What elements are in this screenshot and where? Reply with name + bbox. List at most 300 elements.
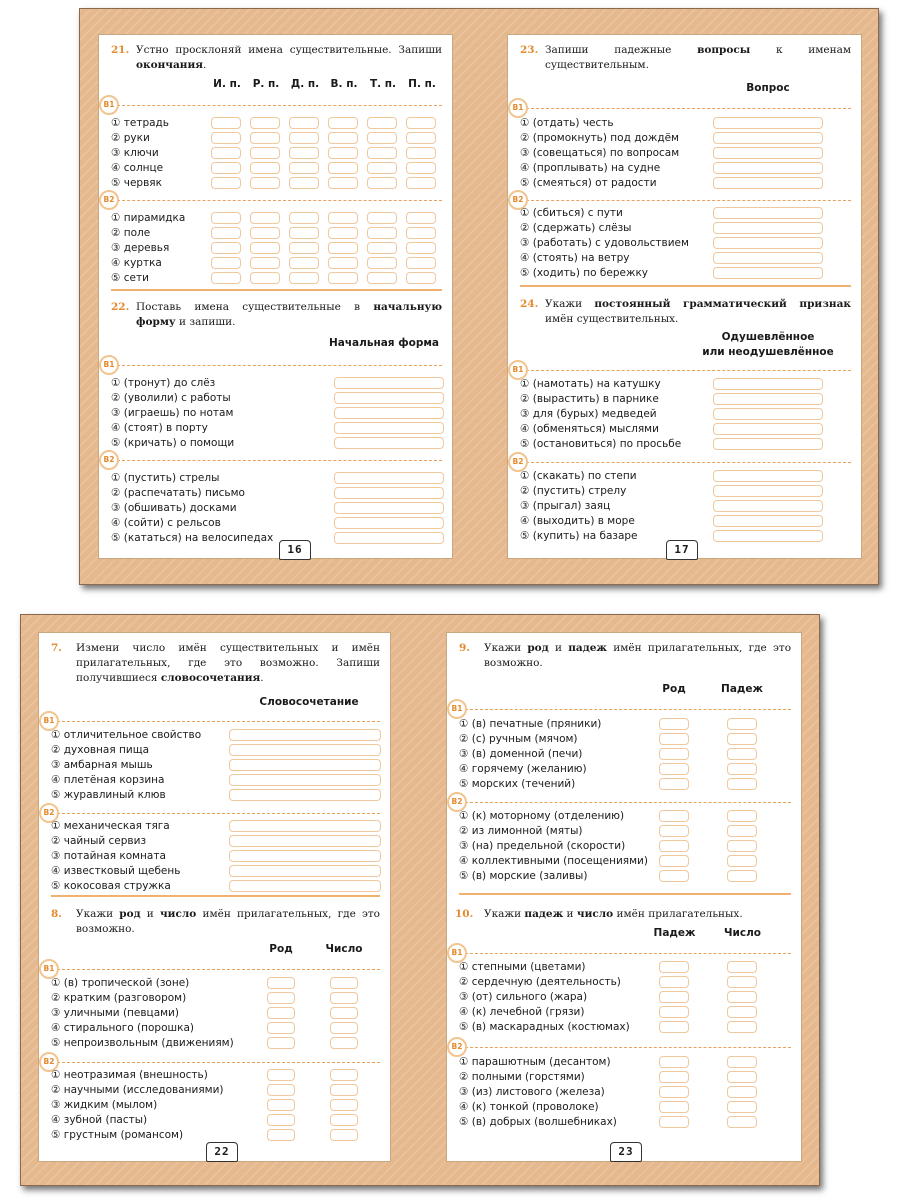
task-number: 8.	[51, 908, 62, 920]
level-b1-badge: В1	[447, 943, 467, 963]
answer-box[interactable]	[211, 147, 241, 159]
page-number-23: 23	[610, 1142, 642, 1162]
answer-box[interactable]	[250, 132, 280, 144]
header-number: Число	[325, 943, 363, 955]
answer-box[interactable]	[727, 763, 757, 775]
task-22: 22. Поставь имена существительные в начальную форму и запиши. Начальная форма В1 ① (тронут) до слёз ② (уволили) с работы ③ (играешь) по нотам ④ (стоят) в порту ⑤ (кричать) о помощи В2 ① (пустить) стрелы ② (распечатать) письмо ③ (обшивать) досками ④ (сойти) с рельсов ⑤ (кататься) на велосипедах	[99, 300, 452, 330]
answer-box[interactable]	[659, 810, 689, 822]
header-initial-form: Начальная форма	[328, 337, 440, 349]
answer-box[interactable]	[211, 272, 241, 284]
answer-box[interactable]	[334, 487, 444, 499]
page-number-22: 22	[206, 1142, 238, 1162]
answer-box[interactable]	[367, 132, 397, 144]
header-question: Вопрос	[746, 82, 790, 94]
answer-box[interactable]	[406, 227, 436, 239]
answer-box[interactable]	[659, 1101, 689, 1113]
task-number: 23.	[520, 44, 539, 56]
answer-box[interactable]	[334, 517, 444, 529]
level-b1-badge: В1	[99, 95, 119, 115]
answer-box[interactable]	[211, 132, 241, 144]
answer-box[interactable]	[250, 162, 280, 174]
answer-box[interactable]	[289, 227, 319, 239]
task9-b2-row: ④ коллективными (посещениями)	[447, 854, 801, 869]
level-b2-badge: В2	[447, 792, 467, 812]
answer-box[interactable]	[211, 257, 241, 269]
answer-box[interactable]	[267, 1084, 295, 1096]
answer-box[interactable]	[328, 242, 358, 254]
task24-b1-row: ④ (обменяться) мыслями	[508, 422, 861, 437]
answer-box[interactable]	[328, 212, 358, 224]
answer-box[interactable]	[328, 227, 358, 239]
answer-box[interactable]	[406, 132, 436, 144]
task21-b2-row: ② поле	[99, 226, 452, 241]
task10-b2-row: ⑤ (в) добрых (волшебниках)	[447, 1115, 801, 1130]
answer-box[interactable]	[727, 1071, 757, 1083]
header-number: Число	[724, 927, 761, 939]
level-b1-badge: В1	[39, 959, 59, 979]
task23-b1-row: ④ (проплывать) на судне	[508, 161, 861, 176]
answer-box[interactable]	[334, 392, 444, 404]
answer-box[interactable]	[713, 438, 823, 450]
answer-box[interactable]	[330, 1007, 358, 1019]
header-case: Падеж	[653, 927, 696, 939]
answer-box[interactable]	[406, 242, 436, 254]
task10-b1-row: ④ (к) лечебной (грязи)	[447, 1005, 801, 1020]
task10-b2-row: ② полными (горстями)	[447, 1070, 801, 1085]
answer-box[interactable]	[330, 1129, 358, 1141]
task7-b2-row: ④ известковый щебень	[39, 864, 390, 879]
task9-b2-row: ② из лимонной (мяты)	[447, 824, 801, 839]
task-9: 9. Укажи род и падеж имён прилагательных, где это возможно. Род Падеж В1 ① (в) печатные (пряники) ② (с) ручным (мячом) ③ (в) доменной (печи) ④ горячему (желанию) ⑤ морских (течений) В2 ① (к) моторному (отделению) ② из лимонной (мяты) ③ (на) предельной (скорости) ④ коллективными (посещениями) ⑤ (в) морские (заливы)	[447, 641, 801, 671]
task-number: 22.	[111, 301, 130, 313]
answer-box[interactable]	[659, 1006, 689, 1018]
task21-b2-row: ③ деревья	[99, 241, 452, 256]
header-gender: Род	[662, 683, 686, 695]
answer-box[interactable]	[727, 870, 757, 882]
task-number: 21.	[111, 44, 130, 56]
task24-b2-row: ① (скакать) по степи	[508, 469, 861, 484]
level-b2-badge: В2	[99, 190, 119, 210]
answer-box[interactable]	[713, 222, 823, 234]
level-b1-badge: В1	[99, 355, 119, 375]
answer-box[interactable]	[289, 147, 319, 159]
answer-box[interactable]	[267, 1129, 295, 1141]
task8-b1-row: ② кратким (разговором)	[39, 991, 390, 1006]
answer-box[interactable]	[659, 991, 689, 1003]
task22-b1-row: ⑤ (кричать) о помощи	[99, 436, 452, 451]
task22-b1-row: ① (тронут) до слёз	[99, 376, 452, 391]
task23-b2-row: ⑤ (ходить) по бережку	[508, 266, 861, 281]
task8-b2-row: ④ зубной (пасты)	[39, 1113, 390, 1128]
answer-box[interactable]	[406, 272, 436, 284]
task7-b2-row: ② чайный сервиз	[39, 834, 390, 849]
answer-box[interactable]	[659, 763, 689, 775]
task8-b2-row: ③ жидким (мылом)	[39, 1098, 390, 1113]
answer-box[interactable]	[727, 718, 757, 730]
task7-b2-row: ③ потайная комната	[39, 849, 390, 864]
answer-box[interactable]	[211, 242, 241, 254]
answer-box[interactable]	[713, 162, 823, 174]
page-16	[98, 34, 453, 559]
answer-box[interactable]	[713, 515, 823, 527]
task9-b2-row: ③ (на) предельной (скорости)	[447, 839, 801, 854]
task23-b2-row: ② (сдержать) слёзы	[508, 221, 861, 236]
task21-b1-row: ② руки	[99, 131, 452, 146]
answer-box[interactable]	[727, 1086, 757, 1098]
level-b2-badge: В2	[39, 803, 59, 823]
answer-box[interactable]	[727, 855, 757, 867]
answer-box[interactable]	[727, 961, 757, 973]
header-gen: Р. п.	[252, 78, 280, 90]
answer-box[interactable]	[367, 272, 397, 284]
header-nom: И. п.	[213, 78, 241, 90]
task21-b1-row: ⑤ червяк	[99, 176, 452, 191]
answer-box[interactable]	[328, 132, 358, 144]
answer-box[interactable]	[713, 408, 823, 420]
answer-box[interactable]	[727, 1021, 757, 1033]
task7-b1-row: ③ амбарная мышь	[39, 758, 390, 773]
answer-box[interactable]	[659, 961, 689, 973]
level-b2-badge: В2	[39, 1052, 59, 1072]
task23-b1-row: ① (отдать) честь	[508, 116, 861, 131]
answer-box[interactable]	[250, 177, 280, 189]
answer-box[interactable]	[406, 177, 436, 189]
answer-box[interactable]	[713, 530, 823, 542]
answer-box[interactable]	[229, 759, 381, 771]
task-number: 10.	[455, 908, 474, 920]
task8-b1-row: ① (в) тропической (зоне)	[39, 976, 390, 991]
task9-b1-row: ③ (в) доменной (печи)	[447, 747, 801, 762]
task21-b1-row: ④ солнце	[99, 161, 452, 176]
answer-box[interactable]	[229, 744, 381, 756]
answer-box[interactable]	[250, 212, 280, 224]
page-23	[446, 632, 802, 1162]
task24-b1-row: ② (вырастить) в парнике	[508, 392, 861, 407]
answer-box[interactable]	[727, 748, 757, 760]
answer-box[interactable]	[334, 437, 444, 449]
task10-b1-row: ① степными (цветами)	[447, 960, 801, 975]
answer-box[interactable]	[659, 718, 689, 730]
page-number-17: 17	[666, 540, 698, 560]
answer-box[interactable]	[367, 117, 397, 129]
header-phrase: Словосочетание	[259, 696, 359, 708]
task21-b2-row: ① пирамидка	[99, 211, 452, 226]
task22-b2-row: ⑤ (кататься) на велосипедах	[99, 531, 452, 546]
answer-box[interactable]	[727, 1056, 757, 1068]
answer-box[interactable]	[659, 1086, 689, 1098]
answer-box[interactable]	[713, 207, 823, 219]
answer-box[interactable]	[334, 422, 444, 434]
task8-b2-row: ② научными (исследованиями)	[39, 1083, 390, 1098]
answer-box[interactable]	[727, 840, 757, 852]
answer-box[interactable]	[659, 1056, 689, 1068]
task8-b1-row: ④ стирального (порошка)	[39, 1021, 390, 1036]
answer-box[interactable]	[289, 177, 319, 189]
answer-box[interactable]	[406, 147, 436, 159]
task22-b1-row: ④ (стоят) в порту	[99, 421, 452, 436]
answer-box[interactable]	[289, 212, 319, 224]
answer-box[interactable]	[727, 810, 757, 822]
task9-b2-row: ① (к) моторному (отделению)	[447, 809, 801, 824]
answer-box[interactable]	[367, 212, 397, 224]
answer-box[interactable]	[727, 825, 757, 837]
answer-box[interactable]	[211, 227, 241, 239]
task23-b2-row: ④ (стоять) на ветру	[508, 251, 861, 266]
task24-b1-row: ① (намотать) на катушку	[508, 377, 861, 392]
answer-box[interactable]	[659, 1021, 689, 1033]
answer-box[interactable]	[330, 1114, 358, 1126]
task7-b1-row: ② духовная пища	[39, 743, 390, 758]
answer-box[interactable]	[250, 227, 280, 239]
answer-box[interactable]	[659, 825, 689, 837]
level-b2-badge: В2	[508, 452, 528, 472]
answer-box[interactable]	[250, 117, 280, 129]
answer-box[interactable]	[330, 1069, 358, 1081]
task9-b1-row: ⑤ морских (течений)	[447, 777, 801, 792]
page-number-16: 16	[279, 540, 311, 560]
answer-box[interactable]	[367, 242, 397, 254]
answer-box[interactable]	[289, 272, 319, 284]
header-gender: Род	[269, 943, 293, 955]
answer-box[interactable]	[713, 132, 823, 144]
task10-b2-row: ④ (к) тонкой (проволоке)	[447, 1100, 801, 1115]
answer-box[interactable]	[713, 267, 823, 279]
answer-box[interactable]	[328, 177, 358, 189]
task7-b2-row: ① механическая тяга	[39, 819, 390, 834]
answer-box[interactable]	[367, 162, 397, 174]
answer-box[interactable]	[229, 850, 381, 862]
task9-b1-row: ② (с) ручным (мячом)	[447, 732, 801, 747]
task-number: 7.	[51, 642, 62, 654]
answer-box[interactable]	[328, 117, 358, 129]
header-dat: Д. п.	[290, 78, 320, 90]
answer-box[interactable]	[229, 789, 381, 801]
answer-box[interactable]	[328, 272, 358, 284]
level-b1-badge: В1	[508, 360, 528, 380]
answer-box[interactable]	[659, 855, 689, 867]
task10-b2-row: ③ (из) листового (железа)	[447, 1085, 801, 1100]
answer-box[interactable]	[334, 532, 444, 544]
task-8: 8. Укажи род и число имён прилагательных, где это возможно. Род Число В1 ① (в) тропической (зоне) ② кратким (разговором) ③ уличными (певцами) ④ стирального (порошка) ⑤ непроизвольным (движениям) В2 ① неотразимая (внешность) ② научными (исследованиями) ③ жидким (мылом) ④ зубной (пасты) ⑤ грустным (романсом)	[39, 907, 390, 937]
answer-box[interactable]	[330, 977, 358, 989]
answer-box[interactable]	[211, 212, 241, 224]
answer-box[interactable]	[330, 1037, 358, 1049]
task21-b2-row: ⑤ сети	[99, 271, 452, 286]
answer-box[interactable]	[659, 840, 689, 852]
answer-box[interactable]	[229, 865, 381, 877]
level-b1-badge: В1	[447, 699, 467, 719]
answer-box[interactable]	[406, 117, 436, 129]
answer-box[interactable]	[713, 423, 823, 435]
answer-box[interactable]	[659, 976, 689, 988]
answer-box[interactable]	[330, 1084, 358, 1096]
answer-box[interactable]	[267, 1114, 295, 1126]
answer-box[interactable]	[328, 162, 358, 174]
answer-box[interactable]	[267, 992, 295, 1004]
top-book-spread	[79, 8, 879, 585]
task7-b1-row: ⑤ журавлиный клюв	[39, 788, 390, 803]
answer-box[interactable]	[229, 835, 381, 847]
answer-box[interactable]	[211, 162, 241, 174]
answer-box[interactable]	[229, 774, 381, 786]
task-divider	[51, 895, 380, 897]
task-7: 7. Измени число имён существительных и имён прилагательных, где это возможно. Запиши получившиеся словосочетания. Словосочетание В1 ① отличительное свойство ② духовная пища ③ амбарная мышь ④ плетёная корзина ⑤ журавлиный клюв В2 ① механическая тяга ② чайный сервиз ③ потайная комната ④ известковый щебень ⑤ кокосовая стружка	[39, 641, 390, 686]
answer-box[interactable]	[229, 820, 381, 832]
answer-box[interactable]	[211, 117, 241, 129]
answer-box[interactable]	[229, 880, 381, 892]
header-acc: В. п.	[330, 78, 358, 90]
answer-box[interactable]	[330, 1099, 358, 1111]
answer-box[interactable]	[334, 407, 444, 419]
task24-b1-row: ③ для (бурых) медведей	[508, 407, 861, 422]
task24-b2-row: ② (пустить) стрелу	[508, 484, 861, 499]
task9-b1-row: ④ горячему (желанию)	[447, 762, 801, 777]
answer-box[interactable]	[713, 500, 823, 512]
answer-box[interactable]	[334, 377, 444, 389]
level-b1-badge: В1	[508, 98, 528, 118]
task24-b2-row: ③ (прыгал) заяц	[508, 499, 861, 514]
level-b2-badge: В2	[508, 190, 528, 210]
answer-box[interactable]	[659, 870, 689, 882]
task-divider	[459, 893, 791, 895]
answer-box[interactable]	[328, 147, 358, 159]
task7-b1-row: ① отличительное свойство	[39, 728, 390, 743]
task23-b1-row: ② (промокнуть) под дождём	[508, 131, 861, 146]
answer-box[interactable]	[713, 252, 823, 264]
task21-b1-row: ③ ключи	[99, 146, 452, 161]
task-10: 10. Укажи падеж и число имён прилагательных. Падеж Число В1 ① степными (цветами) ② сердечную (деятельность) ③ (от) сильного (жара) ④ (к) лечебной (грязи) ⑤ (в) маскарадных (костюмах) В2 ① парашютным (десантом) ② полными (горстями) ③ (из) листового (железа) ④ (к) тонкой (проволоке) ⑤ (в) добрых (волшебниках)	[447, 907, 801, 922]
task23-b1-row: ⑤ (смеяться) от радости	[508, 176, 861, 191]
task10-b2-row: ① парашютным (десантом)	[447, 1055, 801, 1070]
answer-box[interactable]	[713, 470, 823, 482]
answer-box[interactable]	[713, 485, 823, 497]
answer-box[interactable]	[229, 729, 381, 741]
answer-box[interactable]	[713, 237, 823, 249]
task9-b2-row: ⑤ (в) морские (заливы)	[447, 869, 801, 884]
answer-box[interactable]	[330, 1022, 358, 1034]
task8-b2-row: ① неотразимая (внешность)	[39, 1068, 390, 1083]
answer-box[interactable]	[334, 502, 444, 514]
task7-b1-row: ④ плетёная корзина	[39, 773, 390, 788]
answer-box[interactable]	[713, 147, 823, 159]
answer-box[interactable]	[211, 177, 241, 189]
task8-b1-row: ⑤ непроизвольным (движениям)	[39, 1036, 390, 1051]
answer-box[interactable]	[250, 242, 280, 254]
answer-box[interactable]	[659, 1116, 689, 1128]
task22-b1-row: ③ (играешь) по нотам	[99, 406, 452, 421]
task-number: 9.	[459, 642, 470, 654]
level-b1-badge: В1	[39, 711, 59, 731]
page-22	[38, 632, 391, 1162]
answer-box[interactable]	[727, 976, 757, 988]
answer-box[interactable]	[250, 257, 280, 269]
answer-box[interactable]	[330, 992, 358, 1004]
task10-b1-row: ② сердечную (деятельность)	[447, 975, 801, 990]
task22-b2-row: ① (пустить) стрелы	[99, 471, 452, 486]
task-divider	[520, 285, 851, 287]
task24-b1-row: ⑤ (остановиться) по просьбе	[508, 437, 861, 452]
answer-box[interactable]	[267, 1069, 295, 1081]
answer-box[interactable]	[289, 132, 319, 144]
task-24: 24. Укажи постоянный грамматический признак имён существительных. Одушевлённое или неодушевлённое В1 ① (намотать) на катушку ② (вырастить) в парнике ③ для (бурых) медведей ④ (обменяться) мыслями ⑤ (остановиться) по просьбе В2 ① (скакать) по степи ② (пустить) стрелу ③ (прыгал) заяц ④ (выходить) в море ⑤ (купить) на базаре	[508, 297, 861, 327]
answer-box[interactable]	[367, 227, 397, 239]
task24-b2-row: ⑤ (купить) на базаре	[508, 529, 861, 544]
answer-box[interactable]	[727, 1006, 757, 1018]
answer-box[interactable]	[727, 1116, 757, 1128]
answer-box[interactable]	[367, 147, 397, 159]
task21-b1-row: ① тетрадь	[99, 116, 452, 131]
answer-box[interactable]	[727, 778, 757, 790]
answer-box[interactable]	[659, 748, 689, 760]
answer-box[interactable]	[289, 117, 319, 129]
bottom-book-spread	[20, 614, 820, 1186]
task-divider	[111, 289, 442, 291]
level-b2-badge: В2	[99, 450, 119, 470]
answer-box[interactable]	[250, 272, 280, 284]
header-animacy: Одушевлённое или неодушевлённое	[702, 331, 834, 358]
answer-box[interactable]	[406, 162, 436, 174]
task-23: 23. Запиши падежные вопросы к именам существительным. Вопрос В1 ① (отдать) честь ② (промокнуть) под дождём ③ (совещаться) по вопросам ④ (проплывать) на судне ⑤ (смеяться) от радости В2 ① (сбиться) с пути ② (сдержать) слёзы ③ (работать) с удовольствием ④ (стоять) на ветру ⑤ (ходить) по бережку	[508, 43, 861, 73]
answer-box[interactable]	[713, 117, 823, 129]
answer-box[interactable]	[267, 1007, 295, 1019]
header-ins: Т. п.	[369, 78, 397, 90]
answer-box[interactable]	[267, 1022, 295, 1034]
task22-b1-row: ② (уволили) с работы	[99, 391, 452, 406]
task22-b2-row: ④ (сойти) с рельсов	[99, 516, 452, 531]
task8-b1-row: ③ уличными (певцами)	[39, 1006, 390, 1021]
answer-box[interactable]	[659, 778, 689, 790]
answer-box[interactable]	[406, 212, 436, 224]
task23-b1-row: ③ (совещаться) по вопросам	[508, 146, 861, 161]
answer-box[interactable]	[289, 257, 319, 269]
answer-box[interactable]	[406, 257, 436, 269]
answer-box[interactable]	[334, 472, 444, 484]
task8-b2-row: ⑤ грустным (романсом)	[39, 1128, 390, 1143]
answer-box[interactable]	[267, 977, 295, 989]
answer-box[interactable]	[267, 1099, 295, 1111]
task7-b2-row: ⑤ кокосовая стружка	[39, 879, 390, 894]
answer-box[interactable]	[659, 1071, 689, 1083]
answer-box[interactable]	[250, 147, 280, 159]
answer-box[interactable]	[267, 1037, 295, 1049]
answer-box[interactable]	[727, 991, 757, 1003]
header-case: Падеж	[721, 683, 763, 695]
task-21: 21. Устно просклоняй имена существительные. Запиши окончания. И. п. Р. п. Д. п. В. п. Т. п. П. п. В1 ① тетрадь ② руки ③ ключи ④ солнце ⑤ червяк В2 ① пирамидка ② поле ③ деревья ④ куртка ⑤ сети	[99, 43, 452, 73]
answer-box[interactable]	[367, 177, 397, 189]
task9-b1-row: ① (в) печатные (пряники)	[447, 717, 801, 732]
task22-b2-row: ③ (обшивать) досками	[99, 501, 452, 516]
answer-box[interactable]	[727, 733, 757, 745]
answer-box[interactable]	[713, 378, 823, 390]
level-b2-badge: В2	[447, 1037, 467, 1057]
answer-box[interactable]	[713, 393, 823, 405]
task23-b2-row: ① (сбиться) с пути	[508, 206, 861, 221]
answer-box[interactable]	[727, 1101, 757, 1113]
answer-box[interactable]	[289, 162, 319, 174]
answer-box[interactable]	[713, 177, 823, 189]
header-pre: П. п.	[408, 78, 436, 90]
task10-b1-row: ③ (от) сильного (жара)	[447, 990, 801, 1005]
task10-b1-row: ⑤ (в) маскарадных (костюмах)	[447, 1020, 801, 1035]
answer-box[interactable]	[328, 257, 358, 269]
page-17	[507, 34, 862, 559]
answer-box[interactable]	[659, 733, 689, 745]
task24-b2-row: ④ (выходить) в море	[508, 514, 861, 529]
task23-b2-row: ③ (работать) с удовольствием	[508, 236, 861, 251]
answer-box[interactable]	[289, 242, 319, 254]
task22-b2-row: ② (распечатать) письмо	[99, 486, 452, 501]
answer-box[interactable]	[367, 257, 397, 269]
